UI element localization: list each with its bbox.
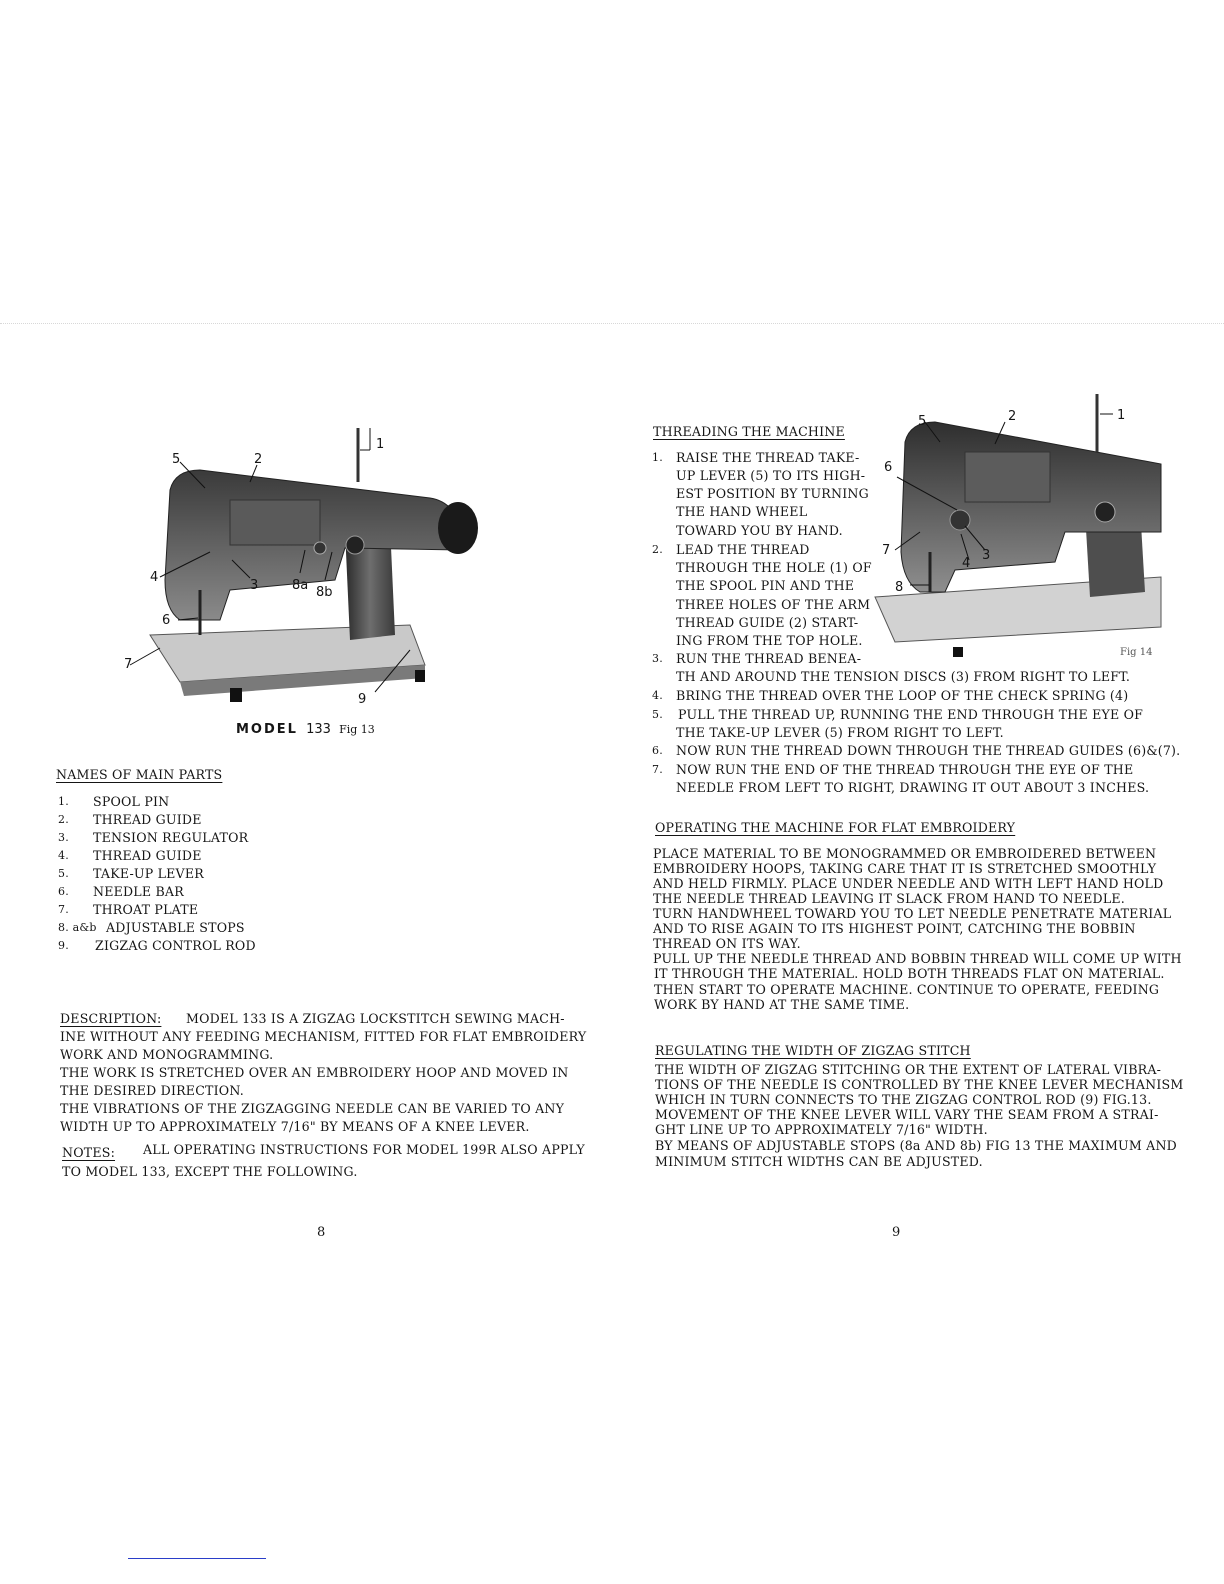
regulating-line: BY MEANS OF ADJUSTABLE STOPS (8a AND 8b) FIG 13 THE MAXIMUM AND — [655, 1138, 1177, 1153]
description-line: WORK AND MONOGRAMMING. — [60, 1047, 274, 1062]
fig14-callout-3: 3 — [982, 548, 991, 563]
figure-13-caption: MODEL 133 Fig 13 — [236, 722, 375, 737]
page-fold-line — [0, 323, 1224, 324]
operating-heading: OPERATING THE MACHINE FOR FLAT EMBROIDERY — [655, 820, 1016, 835]
operating-line: EMBROIDERY HOOPS, TAKING CARE THAT IT IS STRETCHED SMOOTHLY — [653, 861, 1157, 876]
page-number-left: 8 — [317, 1225, 326, 1240]
regulating-line: TIONS OF THE NEEDLE IS CONTROLLED BY THE KNEE LEVER MECHANISM — [655, 1077, 1184, 1092]
description-label: DESCRIPTION: — [60, 1011, 162, 1026]
threading-line: NEEDLE FROM LEFT TO RIGHT, DRAWING IT OUT ABOUT 3 INCHES. — [676, 780, 1150, 795]
callout-9: 9 — [358, 692, 367, 707]
sewing-machine-figure-14 — [865, 392, 1165, 662]
threading-line: TH AND AROUND THE TENSION DISCS (3) FROM RIGHT TO LEFT. — [676, 669, 1131, 684]
fig14-callout-7: 7 — [882, 543, 891, 558]
callout-7: 7 — [124, 657, 133, 672]
regulating-line: GHT LINE UP TO APPROXIMATELY 7/16" WIDTH. — [655, 1122, 988, 1137]
description-line: MODEL 133 IS A ZIGZAG LOCKSTITCH SEWING MACH- — [186, 1011, 565, 1026]
regulating-line: WHICH IN TURN CONNECTS TO THE ZIGZAG CONTROL ROD (9) FIG.13. — [655, 1092, 1152, 1107]
callout-5: 5 — [172, 452, 181, 467]
threading-heading: THREADING THE MACHINE — [653, 424, 845, 439]
callout-8b: 8b — [316, 585, 333, 600]
callout-8a: 8a — [292, 578, 309, 593]
blue-rule — [128, 1558, 266, 1559]
notes-line: TO MODEL 133, EXCEPT THE FOLLOWING. — [62, 1164, 358, 1179]
regulating-line: MINIMUM STITCH WIDTHS CAN BE ADJUSTED. — [655, 1154, 983, 1169]
callout-3: 3 — [250, 578, 259, 593]
operating-line: PLACE MATERIAL TO BE MONOGRAMMED OR EMBROIDERED BETWEEN — [653, 846, 1157, 861]
fig14-callout-1: 1 — [1117, 408, 1126, 423]
fig14-callout-8: 8 — [895, 580, 904, 595]
callout-6: 6 — [162, 613, 171, 628]
callout-2: 2 — [254, 452, 263, 467]
operating-line: THEN START TO OPERATE MACHINE. CONTINUE TO OPERATE, FEEDING — [654, 982, 1160, 997]
threading-line: NOW RUN THE END OF THE THREAD THROUGH THE EYE OF THE — [676, 762, 1134, 777]
threading-line: TOWARD YOU BY HAND. — [676, 523, 843, 538]
threading-line: RUN THE THREAD BENEA- — [676, 651, 862, 666]
figure-14-caption: Fig 14 — [1120, 647, 1153, 658]
regulating-line: THE WIDTH OF ZIGZAG STITCHING OR THE EXTENT OF LATERAL VIBRA- — [655, 1062, 1162, 1077]
operating-line: TURN HANDWHEEL TOWARD YOU TO LET NEEDLE PENETRATE MATERIAL — [653, 906, 1172, 921]
fig14-callout-5: 5 — [918, 414, 927, 429]
operating-line: THE NEEDLE THREAD LEAVING IT SLACK FROM HAND TO NEEDLE. — [653, 891, 1126, 906]
threading-line: THROUGH THE HOLE (1) OF — [676, 560, 872, 575]
threading-line: NOW RUN THE THREAD DOWN THROUGH THE THREAD GUIDES (6)&(7). — [676, 743, 1181, 758]
notes-label: NOTES: — [62, 1145, 116, 1160]
threading-line: THE HAND WHEEL — [676, 504, 808, 519]
threading-line: UP LEVER (5) TO ITS HIGH- — [676, 468, 866, 483]
notes-line: ALL OPERATING INSTRUCTIONS FOR MODEL 199R ALSO APPLY — [143, 1142, 585, 1157]
threading-line: THREAD GUIDE (2) START- — [676, 615, 859, 630]
threading-line: RAISE THE THREAD TAKE- — [676, 450, 860, 465]
description-line: WIDTH UP TO APPROXIMATELY 7/16" BY MEANS OF A KNEE LEVER. — [60, 1119, 530, 1134]
operating-line: WORK BY HAND AT THE SAME TIME. — [654, 997, 910, 1012]
fig14-callout-2: 2 — [1008, 409, 1017, 424]
operating-line: PULL UP THE NEEDLE THREAD AND BOBBIN THREAD WILL COME UP WITH — [653, 951, 1182, 966]
fig14-callout-4: 4 — [962, 556, 971, 571]
threading-line: THE SPOOL PIN AND THE — [676, 578, 855, 593]
threading-line: PULL THE THREAD UP, RUNNING THE END THROUGH THE EYE OF — [678, 707, 1144, 722]
description-line: THE DESIRED DIRECTION. — [60, 1083, 244, 1098]
operating-line: THREAD ON ITS WAY. — [653, 936, 801, 951]
operating-line: AND TO RISE AGAIN TO ITS HIGHEST POINT, CATCHING THE BOBBIN — [653, 921, 1136, 936]
callout-4: 4 — [150, 570, 159, 585]
names-of-main-parts-heading: NAMES OF MAIN PARTS — [56, 767, 223, 782]
threading-line: ING FROM THE TOP HOLE. — [676, 633, 863, 648]
threading-line: THREE HOLES OF THE ARM — [676, 597, 871, 612]
page-number-right: 9 — [892, 1225, 901, 1240]
threading-line: BRING THE THREAD OVER THE LOOP OF THE CHECK SPRING (4) — [676, 688, 1129, 703]
fig14-callout-6: 6 — [884, 460, 893, 475]
operating-line: IT THROUGH THE MATERIAL. HOLD BOTH THREADS FLAT ON MATERIAL. — [654, 966, 1165, 981]
description-line: THE VIBRATIONS OF THE ZIGZAGGING NEEDLE CAN BE VARIED TO ANY — [60, 1101, 565, 1116]
description-line: INE WITHOUT ANY FEEDING MECHANISM, FITTED FOR FLAT EMBROIDERY — [60, 1029, 587, 1044]
operating-line: AND HELD FIRMLY. PLACE UNDER NEEDLE AND WITH LEFT HAND HOLD — [653, 876, 1164, 891]
description-line: THE WORK IS STRETCHED OVER AN EMBROIDERY HOOP AND MOVED IN — [60, 1065, 569, 1080]
regulating-line: MOVEMENT OF THE KNEE LEVER WILL VARY THE SEAM FROM A STRAI- — [655, 1107, 1159, 1122]
regulating-heading: REGULATING THE WIDTH OF ZIGZAG STITCH — [655, 1043, 971, 1058]
threading-line: EST POSITION BY TURNING — [676, 486, 869, 501]
callout-1: 1 — [376, 437, 385, 452]
threading-line: THE TAKE-UP LEVER (5) FROM RIGHT TO LEFT. — [676, 725, 1004, 740]
threading-line: LEAD THE THREAD — [676, 542, 810, 557]
